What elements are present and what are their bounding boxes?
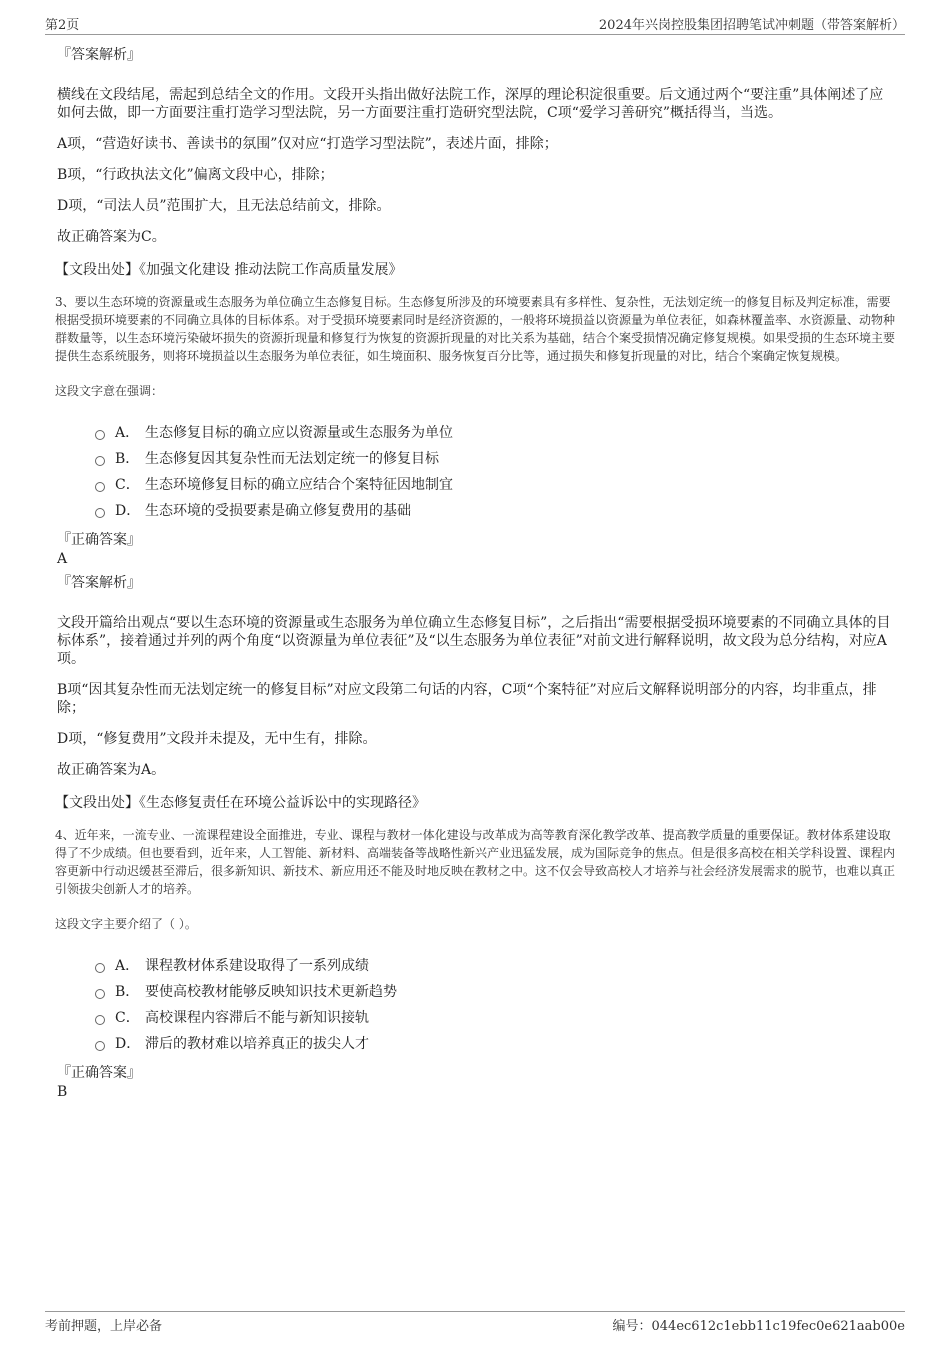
q4-answer-label: 『正确答案』 xyxy=(57,1065,141,1081)
footer-slogan: 考前押题，上岸必备 xyxy=(45,1319,163,1334)
page-number: 第2页 xyxy=(45,18,80,33)
document-title: 2024年兴岗控股集团招聘笔试冲刺题（带答案解析） xyxy=(598,18,905,33)
q2-analysis-label: 『答案解析』 xyxy=(57,47,141,63)
q3-prompt: 这段文字意在强调： xyxy=(55,384,164,398)
q3-option-b[interactable] xyxy=(95,445,895,471)
q4-option-d[interactable] xyxy=(95,1030,895,1056)
q3-analysis-para: D项，“修复费用”文段并未提及，无中生有，排除。 xyxy=(57,731,377,747)
q2-analysis-para: A项，“营造好读书、善读书的氛围”仅对应“打造学习型法院”，表述片面，排除； xyxy=(57,136,558,152)
q2-analysis-para: 故正确答案为C。 xyxy=(57,229,166,245)
option-letter: A． xyxy=(115,425,140,441)
option-letter: D． xyxy=(115,503,141,519)
q3-options xyxy=(95,419,895,523)
page-header xyxy=(45,12,905,35)
radio-icon[interactable] xyxy=(95,430,105,440)
radio-icon[interactable] xyxy=(95,508,105,518)
q3-analysis-para: B项“因其复杂性而无法划定统一的修复目标”对应文段第二句话的内容，C项“个案特征”对应后文解释说明部分的内容，均非重点，排除； xyxy=(57,682,877,716)
q3-analysis-label: 『答案解析』 xyxy=(57,575,141,591)
option-text: 要使高校教材能够反映知识技术更新趋势 xyxy=(145,984,397,1000)
option-letter: C． xyxy=(115,477,140,493)
radio-icon[interactable] xyxy=(95,963,105,973)
radio-icon[interactable] xyxy=(95,1041,105,1051)
option-letter: D． xyxy=(115,1036,141,1052)
q3-option-c[interactable] xyxy=(95,471,895,497)
option-text: 生态环境的受损要素是确立修复费用的基础 xyxy=(145,503,411,519)
q4-answer: B xyxy=(57,1084,68,1100)
q4-prompt: 这段文字主要介绍了（ ）。 xyxy=(55,917,197,931)
q3-answer-label: 『正确答案』 xyxy=(57,532,141,548)
q3-analysis-para: 文段开篇给出观点“要以生态环境的资源量或生态服务为单位确立生态修复目标”，之后指出“需要根据受损环境要素的不同确立具体的目标体系”，接着通过并列的两个角度“以资源量为单位表征”及“以生态服务为单位表征”对前文进行解释说明，故文段为总分结构，对应A项。 xyxy=(57,615,891,667)
q3-source: 【文段出处】《生态修复责任在环境公益诉讼中的实现路径》 xyxy=(55,795,426,811)
q2-analysis-para: B项，“行政执法文化”偏离文段中心，排除； xyxy=(57,167,334,183)
q3-analysis-para: 故正确答案为A。 xyxy=(57,762,166,778)
q2-source: 【文段出处】《加强文化建设 推动法院工作高质量发展》 xyxy=(55,262,403,278)
option-text: 高校课程内容滞后不能与新知识接轨 xyxy=(145,1010,369,1026)
page-footer xyxy=(45,1311,905,1334)
q3-answer: A xyxy=(57,551,68,567)
q4-options xyxy=(95,952,895,1056)
footer-serial: 编号：044ec612c1ebb11c19fec0e621aab00e xyxy=(612,1319,905,1334)
option-text: 课程教材体系建设取得了一系列成绩 xyxy=(145,958,369,974)
q3-question-text: 3、要以生态环境的资源量或生态服务为单位确立生态修复目标。生态修复所涉及的环境要素具有多样性、复杂性，无法划定统一的修复目标及判定标准，需要根据受损环境要素的不同确立具体的目标体系。对于受损环境要素同时是经济资源的，一般将环境损益以资源量为单位表征，如森林覆盖率、水资源量、动物种群数量等，以生态环境污染破坏损失的资源折现量和修复行为恢复的资源折现量的对比关系为基础，结合个案受损情况确定修复规模。如果受损的生态环境主要提供生态系统服务，则将环境损益以生态服务为单位表征，如生境面积、服务恢复百分比等，通过损失和修复折现量的对比，结合个案确定恢复规模。 xyxy=(55,295,896,363)
q3-option-a[interactable] xyxy=(95,419,895,445)
q2-analysis-para: D项，“司法人员”范围扩大，且无法总结前文，排除。 xyxy=(57,198,391,214)
option-text: 生态修复因其复杂性而无法划定统一的修复目标 xyxy=(145,451,439,467)
option-letter: B． xyxy=(115,451,140,467)
radio-icon[interactable] xyxy=(95,456,105,466)
radio-icon[interactable] xyxy=(95,482,105,492)
page-content xyxy=(55,44,895,1105)
q3-option-d[interactable] xyxy=(95,497,895,523)
q4-option-b[interactable] xyxy=(95,978,895,1004)
option-letter: B． xyxy=(115,984,140,1000)
q4-option-a[interactable] xyxy=(95,952,895,978)
option-text: 生态环境修复目标的确立应结合个案特征因地制宜 xyxy=(145,477,453,493)
option-text: 生态修复目标的确立应以资源量或生态服务为单位 xyxy=(145,425,453,441)
radio-icon[interactable] xyxy=(95,1015,105,1025)
option-letter: A． xyxy=(115,958,140,974)
radio-icon[interactable] xyxy=(95,989,105,999)
q4-question-text: 4、近年来，一流专业、一流课程建设全面推进，专业、课程与教材一体化建设与改革成为高等教育深化教学改革、提高教学质量的重要保证。教材体系建设取得了不少成绩。但也要看到，近年来，人工智能、新材料、高端装备等战略性新兴产业迅猛发展，成为国际竞争的焦点。但是很多高校在相关学科设置、课程内容更新中行动迟缓甚至滞后，很多新知识、新技术、新应用还不能及时地反映在教材之中。这不仅会导致高校人才培养与社会经济发展需求的脱节，也难以真正引领拔尖创新人才的培养。 xyxy=(55,828,896,896)
option-letter: C． xyxy=(115,1010,140,1026)
q4-option-c[interactable] xyxy=(95,1004,895,1030)
q2-analysis-para: 横线在文段结尾，需起到总结全文的作用。文段开头指出做好法院工作，深厚的理论积淀很重要。后文通过两个“要注重”具体阐述了应如何去做，即一方面要注重打造学习型法院，另一方面要注重打造研究型法院，C项“爱学习善研究”概括得当，当选。 xyxy=(57,87,884,121)
option-text: 滞后的教材难以培养真正的拔尖人才 xyxy=(145,1036,369,1052)
